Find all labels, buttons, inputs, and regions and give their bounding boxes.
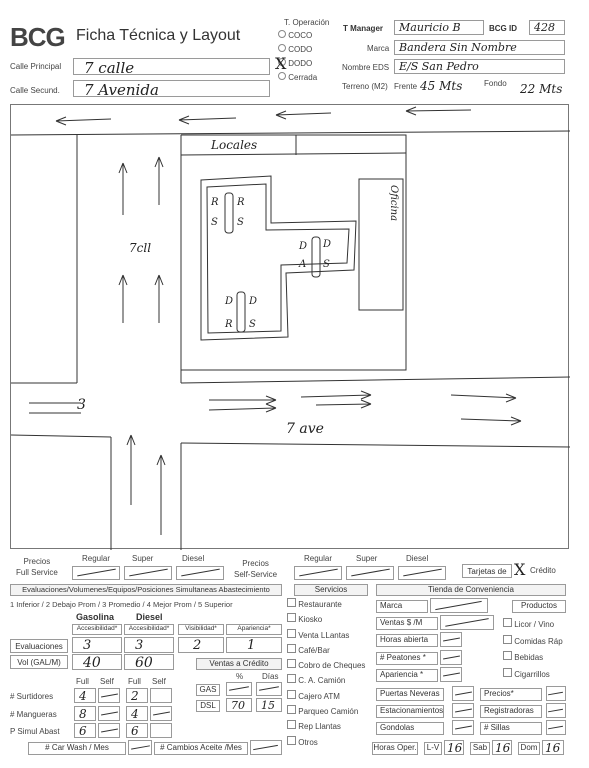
credito-label: Crédito xyxy=(530,566,556,575)
car-wash-field[interactable] xyxy=(128,740,152,755)
productos-header: Productos xyxy=(512,600,566,613)
mangueras-full-dsl[interactable]: 4 xyxy=(126,706,148,721)
full-service-label: Precios Full Service xyxy=(16,557,58,577)
dom-field[interactable]: 16 xyxy=(542,740,564,755)
sillas-label: # Sillas xyxy=(480,722,542,735)
sillas-field[interactable] xyxy=(546,720,566,735)
estacionamientos-field[interactable] xyxy=(452,703,474,718)
operation-dodo[interactable]: DODO X xyxy=(275,54,313,73)
checkbox-icon xyxy=(287,598,296,607)
operation-options xyxy=(275,30,338,86)
operation-cerrada[interactable]: Cerrada xyxy=(278,72,338,86)
pump-letter: S xyxy=(323,259,330,270)
peatones-label: # Peatones * xyxy=(376,652,438,665)
checkbox-icon xyxy=(287,644,296,653)
checkbox-icon xyxy=(287,674,296,683)
servicio-cajero-atm[interactable]: Cajero ATM xyxy=(287,690,373,705)
calle-principal-field[interactable]: 7 calle xyxy=(73,58,270,75)
checkbox-icon xyxy=(287,690,296,699)
vol-diesel[interactable]: 60 xyxy=(124,654,174,670)
cambios-aceite-label: # Cambios Aceite /Mes xyxy=(154,742,248,755)
producto-cigarrillos[interactable]: Cigarrillos xyxy=(503,668,571,685)
frente-value[interactable]: 45 Mts xyxy=(420,79,463,93)
dsl-label: DSL xyxy=(196,700,220,712)
selected-mark-icon: X xyxy=(275,54,287,73)
registradoras-field[interactable] xyxy=(546,703,566,718)
arrow-number: 3 xyxy=(77,397,86,413)
self-header-gas: Self xyxy=(100,677,114,686)
oficina-label: Oficina xyxy=(388,185,399,222)
t-manager-field[interactable]: Mauricio B xyxy=(394,20,484,35)
puertas-label: Puertas Neveras xyxy=(376,688,444,701)
price-full-regular[interactable] xyxy=(72,566,120,580)
sab-label: Sab xyxy=(470,742,490,755)
precios-field[interactable] xyxy=(546,686,566,701)
pump-letter: R xyxy=(211,197,219,208)
pump-letter: R xyxy=(237,197,245,208)
surtidores-label: # Surtidores xyxy=(10,692,54,701)
mangueras-full-gas[interactable]: 8 xyxy=(74,706,96,721)
servicio-cobro-cheques[interactable]: Cobro de Cheques xyxy=(287,659,373,674)
eval-accesibilidad-gas[interactable]: 3 xyxy=(72,637,122,653)
dom-label: Dom xyxy=(518,742,540,755)
servicio-rep-llantas[interactable]: Rep Llantas xyxy=(287,720,373,735)
checkbox-icon xyxy=(503,668,512,677)
servicio-venta-llantas[interactable]: Venta LLantas xyxy=(287,629,373,644)
radio-icon xyxy=(278,30,286,38)
evaluaciones-header: Evaluaciones/Volumenes/Equipos/Posiciones Simultaneas Abastecimiento xyxy=(10,584,282,596)
radio-icon xyxy=(278,44,286,52)
producto-comidas[interactable]: Comidas Ráp xyxy=(503,635,571,652)
mangueras-self-gas[interactable] xyxy=(98,706,120,721)
price-self-super[interactable] xyxy=(346,566,394,580)
ventas-label: Ventas $ /M xyxy=(376,617,438,630)
marca-label: Marca xyxy=(367,44,390,53)
registradoras-label: Registradoras xyxy=(480,705,542,718)
gas-percent[interactable] xyxy=(226,682,252,696)
horas-oper-label: Horas Oper. xyxy=(372,742,418,755)
logo: BCG xyxy=(10,22,65,52)
checkbox-icon xyxy=(287,659,296,668)
price-self-diesel[interactable] xyxy=(398,566,446,580)
evaluaciones-scale: 1 Inferior / 2 Debajo Prom / 3 Promedio / 4 Mejor Prom / 5 Superior xyxy=(10,600,233,609)
t-operacion-label: T. Operación xyxy=(284,18,330,27)
col-diesel: Diesel xyxy=(182,554,205,563)
dias-label: Días xyxy=(262,672,279,681)
servicio-kiosko[interactable]: Kiosko xyxy=(287,613,373,628)
frente-label: Frente xyxy=(394,82,418,91)
eval-accesibilidad-dsl[interactable]: 3 xyxy=(124,637,174,653)
percent-label: % xyxy=(236,672,244,681)
checkbox-icon xyxy=(287,613,296,622)
pump-letter: S xyxy=(249,319,256,330)
locales-label: Locales xyxy=(211,138,258,152)
lv-label: L-V xyxy=(424,742,442,755)
mangueras-label: # Mangueras xyxy=(10,710,57,719)
servicio-cafe-bar[interactable]: Café/Bar xyxy=(287,644,373,659)
gondolas-label: Gondolas xyxy=(376,722,444,735)
gasolina-header: Gasolina xyxy=(76,612,115,622)
checkbox-icon xyxy=(287,629,296,638)
street-vertical-label: 7cll xyxy=(129,241,152,255)
puertas-field[interactable] xyxy=(452,686,474,701)
pump-letter: R xyxy=(225,319,233,330)
peatones-field[interactable] xyxy=(440,650,462,665)
sketch-drawing xyxy=(11,105,570,550)
pump-letter: D xyxy=(225,296,234,307)
radio-icon xyxy=(278,72,286,80)
vol-gasolina[interactable]: 40 xyxy=(72,654,122,670)
dsl-percent[interactable]: 70 xyxy=(226,698,252,712)
pump-letter: D xyxy=(249,296,258,307)
marca-field[interactable]: Bandera Sin Nombre xyxy=(394,40,565,55)
bcg-id-field[interactable]: 428 xyxy=(529,20,565,35)
layout-sketch xyxy=(10,104,569,549)
self-header-dsl: Self xyxy=(152,677,166,686)
productos-list xyxy=(503,618,571,684)
evaluaciones-label: Evaluaciones xyxy=(10,639,68,653)
mangueras-self-dsl[interactable] xyxy=(150,706,172,721)
pump-letter: D xyxy=(299,241,308,252)
eval-visibilidad[interactable]: 2 xyxy=(178,637,224,653)
pump-letter: S xyxy=(211,217,218,228)
price-self-regular[interactable] xyxy=(294,566,342,580)
accesibilidad-gas-header: Accesibilidad* xyxy=(72,624,122,635)
estacionamientos-label: Estacionamientos xyxy=(376,705,444,718)
nombre-eds-field[interactable]: E/S San Pedro xyxy=(394,59,565,74)
tienda-marca-field[interactable] xyxy=(430,598,488,613)
checkbox-icon xyxy=(287,736,296,745)
servicio-restaurante[interactable]: Restaurante xyxy=(287,598,373,613)
operation-codo[interactable]: CODO xyxy=(278,44,338,58)
ventas-field[interactable] xyxy=(440,615,494,630)
col-diesel-self: Diesel xyxy=(406,554,429,563)
calle-principal-label: Calle Principal xyxy=(10,62,62,71)
checkbox-icon xyxy=(287,720,296,729)
servicio-parqueo-camion[interactable]: Parqueo Camión xyxy=(287,705,373,720)
precios-label: Precios* xyxy=(480,688,542,701)
pump-letter: D xyxy=(323,239,332,250)
dsl-dias[interactable]: 15 xyxy=(256,698,282,712)
self-service-label: Precios Self-Service xyxy=(234,559,278,579)
col-regular-self: Regular xyxy=(304,554,333,563)
terreno-label: Terreno (M2) xyxy=(342,82,388,91)
diesel-header: Diesel xyxy=(136,612,163,622)
fondo-value[interactable]: 22 Mts xyxy=(520,82,563,96)
horas-abierta-label: Horas abierta xyxy=(376,634,438,647)
surtidores-self-dsl[interactable] xyxy=(150,688,172,703)
tienda-header: Tienda de Conveniencia xyxy=(376,584,566,596)
page-title: Ficha Técnica y Layout xyxy=(76,27,241,44)
surtidores-self-gas[interactable] xyxy=(98,688,120,703)
simul-full-dsl[interactable]: 6 xyxy=(126,723,148,738)
pump-letter: S xyxy=(237,217,244,228)
tarjetas-label: Tarjetas de xyxy=(462,564,512,578)
checkbox-icon xyxy=(287,705,296,714)
price-full-super[interactable] xyxy=(124,566,172,580)
full-header-gas: Full xyxy=(76,677,89,686)
nombre-eds-label: Nombre EDS xyxy=(342,63,390,72)
surtidores-full-dsl[interactable]: 2 xyxy=(126,688,148,703)
apariencia-header: Apariencia* xyxy=(226,624,282,635)
street-horizontal-label: 7 ave xyxy=(286,421,324,437)
cambios-aceite-field[interactable] xyxy=(250,740,282,755)
apariencia-label: Apariencia * xyxy=(376,669,438,682)
simul-label: P Simul Abast xyxy=(10,727,60,736)
checkbox-icon xyxy=(503,651,512,660)
ventas-credito-header: Ventas a Crédito xyxy=(196,658,282,670)
lv-field[interactable]: 16 xyxy=(444,740,464,755)
servicios-header: Servicios xyxy=(294,584,368,596)
horas-abierta-field[interactable] xyxy=(440,632,462,647)
gas-label: GAS xyxy=(196,684,220,696)
simul-self-gas[interactable] xyxy=(98,723,120,738)
sab-field[interactable]: 16 xyxy=(492,740,512,755)
col-super: Super xyxy=(132,554,154,563)
servicio-ca-camion[interactable]: C. A. Camión xyxy=(287,674,373,689)
checkbox-icon xyxy=(503,618,512,627)
full-header-dsl: Full xyxy=(128,677,141,686)
gas-dias[interactable] xyxy=(256,682,282,696)
calle-secund-label: Calle Secund. xyxy=(10,86,60,95)
bcg-id-label: BCG ID xyxy=(489,24,517,33)
calle-secund-field[interactable]: 7 Avenida xyxy=(73,80,270,97)
t-manager-label: T Manager xyxy=(343,24,384,33)
eval-apariencia[interactable]: 1 xyxy=(226,637,282,653)
simul-full-gas[interactable]: 6 xyxy=(74,723,96,738)
producto-bebidas[interactable]: Bebidas xyxy=(503,651,571,668)
col-regular: Regular xyxy=(82,554,111,563)
vol-label: Vol (GAL/M) xyxy=(10,655,68,669)
operation-coco[interactable]: COCO xyxy=(278,30,338,44)
accesibilidad-dsl-header: Accesibilidad* xyxy=(124,624,174,635)
fondo-label: Fondo xyxy=(484,79,507,88)
servicio-otros[interactable]: Otros xyxy=(287,736,373,751)
checkbox-icon xyxy=(503,635,512,644)
surtidores-full-gas[interactable]: 4 xyxy=(74,688,96,703)
car-wash-label: # Car Wash / Mes xyxy=(28,742,126,755)
col-super-self: Super xyxy=(356,554,378,563)
servicios-list xyxy=(287,598,373,751)
pump-letter: A xyxy=(299,259,307,270)
tienda-marca-label: Marca xyxy=(376,600,428,613)
tarjetas-checkmark-icon[interactable]: X xyxy=(514,560,526,579)
gondolas-field[interactable] xyxy=(452,720,474,735)
simul-self-dsl[interactable] xyxy=(150,723,172,738)
visibilidad-header: Visibilidad* xyxy=(178,624,224,635)
price-full-diesel[interactable] xyxy=(176,566,224,580)
apariencia-field[interactable] xyxy=(440,667,462,682)
producto-licor[interactable]: Licor / Vino xyxy=(503,618,571,635)
